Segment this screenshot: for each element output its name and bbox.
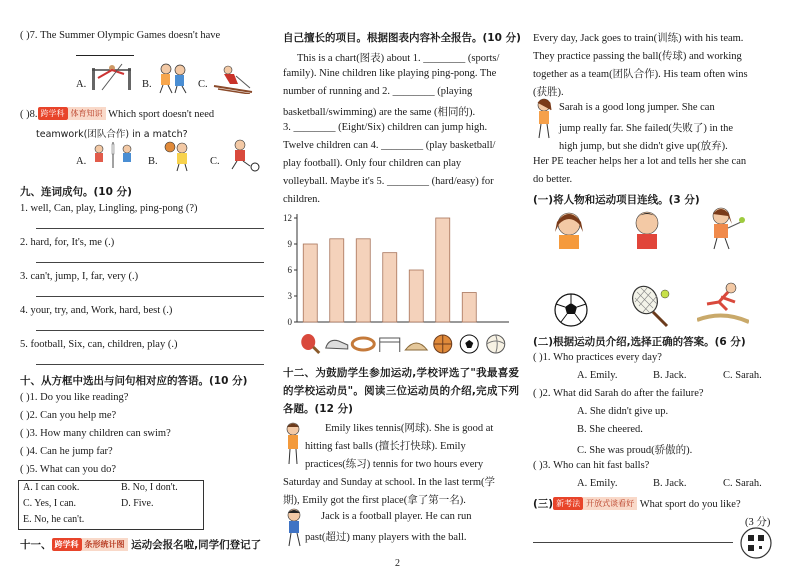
emily-line-4: Saturday and Sunday at school. In the last term(学	[283, 477, 495, 488]
long-jump-icon	[697, 280, 749, 328]
part-2-title: (二)根据运动员介绍,选择正确的答案。(6 分)	[533, 336, 746, 348]
q3-option-b: B. Jack.	[653, 478, 687, 489]
emily-line-5: 期), Emily got the first place(拿了第一名).	[283, 495, 466, 506]
q8-option-c: C.	[210, 156, 220, 167]
q2-option-a: A. She didn't give up.	[577, 406, 669, 417]
q8-option-b: B.	[148, 156, 158, 167]
sentence-item-4: 4. your, try, and, Work, hard, best (.)	[20, 305, 173, 316]
option-c: C. Yes, I can.	[23, 498, 77, 509]
part-1-title: (一)将人物和运动项目连线。(3 分)	[533, 194, 700, 206]
sarah-figure-icon	[533, 98, 555, 142]
q8-stem: ( )8. 跨学科 体育知识 Which sport doesn't need	[20, 109, 215, 120]
report-line-6: Twelve children can 4. ________ (play basketball/	[283, 140, 496, 151]
sentence-item-5: 5. football, Six, can, children, play (.)	[20, 339, 178, 350]
q8-stem-2: teamwork(团队合作) in a match?	[36, 129, 188, 140]
sarah-line-2: jump really far. She failed(失败了) in the	[559, 123, 734, 134]
match-question-5: ( )5. What can you do?	[20, 464, 117, 475]
report-line-8: volleyball. Maybe it's 5. ________ (hard/easy) for	[283, 176, 494, 187]
q2-option-c: C. She was proud(骄傲的).	[577, 445, 693, 456]
football-icon	[460, 335, 478, 353]
football-player-icon	[222, 138, 262, 172]
pole-vault-icon	[88, 62, 134, 92]
part-3-title: (三) 新考法 开放式谈看好 What sport do you like?	[533, 498, 741, 510]
bar-football	[462, 293, 476, 322]
middle-column	[283, 0, 519, 582]
bar-long jump	[409, 270, 423, 322]
emily-line-1: Emily likes tennis(网球). She is good at	[325, 423, 494, 434]
answer-line-4[interactable]	[36, 330, 264, 331]
y-tick-label: 12	[283, 213, 292, 223]
sarah-line-4: Her PE teacher helps her a lot and tells her she can	[533, 156, 747, 167]
jack-line-2: past(超过) many players with the ball.	[305, 532, 467, 543]
girl-1-portrait-icon	[547, 208, 591, 250]
report-line-7: play football). Only four children can play	[283, 158, 462, 169]
option-e: E. No, he can't.	[23, 514, 85, 525]
q1-option-a: A. Emily.	[577, 370, 618, 381]
right-column	[533, 0, 785, 582]
answer-options-box	[18, 480, 204, 530]
qr-badge-icon	[739, 526, 773, 560]
girl-2-figure-icon	[701, 206, 747, 250]
jack-cont-line-2: They practice passing the ball(传球) and working	[533, 51, 742, 62]
option-b: B. No, I don't.	[121, 482, 178, 493]
report-line-5: 3. ________ (Eight/Six) children can jump high.	[283, 122, 488, 133]
section-12-title: 十二、为鼓励学生参加运动,学校评选了"我最喜爱的学校运动员"。阅读三位运动员的介绍,完成下列各题。(12 分)	[283, 367, 519, 415]
q1-option-c: C. Sarah.	[723, 370, 762, 381]
running-icon	[326, 340, 348, 349]
emily-line-2: hitting fast balls (擅长打快球). Emily	[305, 441, 466, 452]
sarah-line-3: high jump, but she didn't give up(放弃).	[559, 141, 728, 152]
soccer-ball-icon	[553, 292, 589, 328]
option-a: A. I can cook.	[23, 482, 80, 493]
skiing-icon	[210, 64, 256, 94]
jack-cont-line-4: (获胜).	[533, 87, 564, 98]
report-line-4: basketball/swimming) are the same (相同的).	[283, 107, 476, 118]
part-3-answer-line[interactable]	[533, 542, 733, 543]
match-question-3: ( )3. How many children can swim?	[20, 428, 171, 439]
q7-option-a: A.	[76, 79, 87, 90]
q2-option-b: B. She cheered.	[577, 424, 643, 435]
match-question-1: ( )1. Do you like reading?	[20, 392, 129, 403]
bar-basketball	[436, 218, 450, 322]
basketball-icon	[434, 335, 452, 353]
jack-line-1: Jack is a football player. He can run	[321, 511, 472, 522]
tennis-racket-icon	[627, 284, 675, 328]
match-question-4: ( )4. Can he jump far?	[20, 446, 113, 457]
q7-option-c: C.	[198, 79, 208, 90]
report-line-2: family). Nine children like playing ping-pong. The	[283, 68, 497, 79]
emily-figure-icon	[283, 422, 303, 468]
ping-pong-icon	[301, 334, 319, 353]
bar-running	[330, 239, 344, 322]
q3-option-a: A. Emily.	[577, 478, 618, 489]
jack-cont-line-1: Every day, Jack goes to train(训练) with his team.	[533, 33, 744, 44]
jack-figure-icon	[283, 508, 305, 548]
sentence-item-2: 2. hard, for, It's, me (.)	[20, 237, 115, 248]
choice-question-1: ( )1. Who practices every day?	[533, 352, 662, 363]
martial-arts-icon	[154, 62, 190, 94]
high jump-icon	[380, 338, 400, 352]
report-line-3: number of running and 2. ________ (playing	[283, 86, 473, 97]
option-d: D. Five.	[121, 498, 154, 509]
sarah-line-5: do better.	[533, 174, 573, 185]
volleyball-icon	[487, 335, 505, 353]
y-tick-label: 6	[287, 265, 292, 275]
answer-line-1[interactable]	[36, 228, 264, 229]
bar-swimming	[356, 239, 370, 322]
jack-cont-line-3: together as a team(团队合作). His team often wins	[533, 69, 748, 80]
q8-option-a: A.	[76, 156, 87, 167]
section-10-title: 十、从方框中选出与问句相对应的答语。(10 分)	[20, 375, 248, 387]
part-3-score: (3 分)	[745, 517, 771, 528]
bar-high jump	[383, 253, 397, 322]
bar-ping-pong	[303, 244, 317, 322]
page-number: 2	[395, 558, 400, 569]
sentence-item-1: 1. well, Can, play, Lingling, ping-pong (?)	[20, 203, 198, 214]
section-9-title: 九、连词成句。(10 分)	[20, 186, 132, 198]
choice-question-3: ( )3. Who can hit fast balls?	[533, 460, 650, 471]
match-question-2: ( )2. Can you help me?	[20, 410, 117, 421]
left-column	[18, 0, 268, 582]
q7-stem: ( )7. The Summer Olympic Games doesn't have	[20, 30, 221, 41]
q3-option-c: C. Sarah.	[723, 478, 762, 489]
swimming-icon	[352, 338, 374, 350]
sarah-line-1: Sarah is a good long jumper. She can	[559, 102, 715, 113]
boy-portrait-icon	[625, 206, 669, 250]
q7-blank	[76, 46, 134, 56]
report-line-9: children.	[283, 194, 321, 205]
section-11-intro: 自己擅长的项目。根据图表内容补全报告。(10 分)	[283, 32, 521, 44]
section-11-title: 十一、 跨学科 条形统计图 运动会报名啦,同学们登记了	[20, 539, 262, 551]
sentence-item-3: 3. can't, jump, I, far, very (.)	[20, 271, 139, 282]
basketball-player-icon	[160, 138, 196, 172]
bar-chart	[283, 210, 519, 360]
choice-question-2: ( )2. What did Sarah do after the failure?	[533, 388, 704, 399]
report-line-1: This is a chart(图表) about 1. ________ (sports/	[297, 53, 500, 64]
long jump-icon	[405, 343, 427, 350]
volleyball-players-icon	[88, 140, 138, 170]
q1-option-b: B. Jack.	[653, 370, 687, 381]
emily-line-3: practices(练习) tennis for two hours every	[305, 459, 484, 470]
y-tick-label: 9	[287, 239, 292, 249]
y-tick-label: 3	[287, 291, 292, 301]
q7-option-b: B.	[142, 79, 152, 90]
answer-line-2[interactable]	[36, 262, 264, 263]
answer-line-3[interactable]	[36, 296, 264, 297]
answer-line-5[interactable]	[36, 364, 264, 365]
y-tick-label: 0	[287, 317, 292, 327]
